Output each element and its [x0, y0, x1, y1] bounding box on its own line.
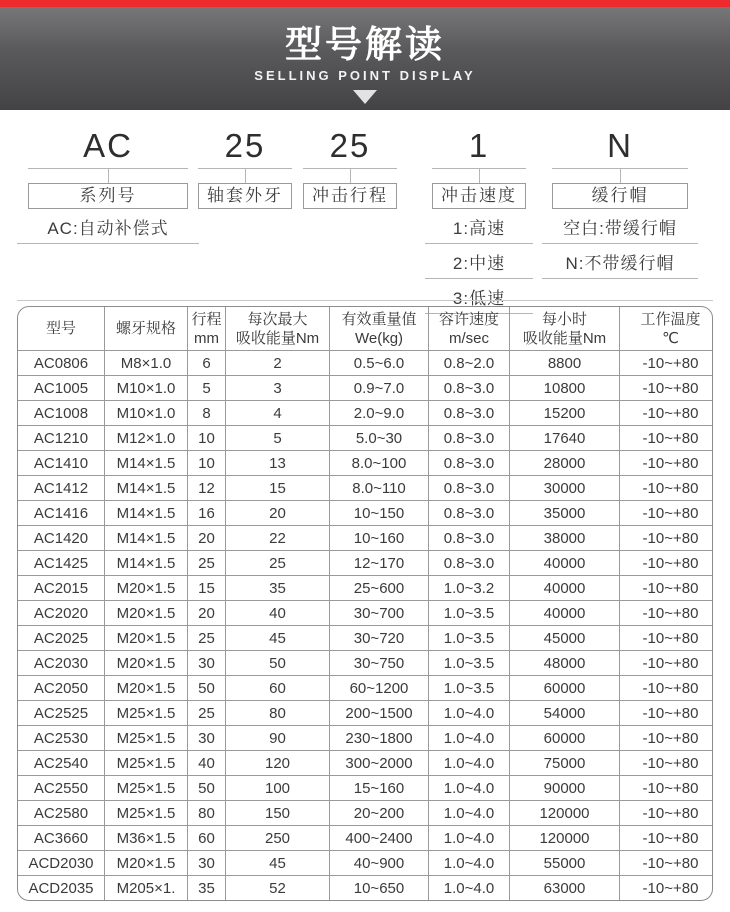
table-row	[18, 526, 714, 551]
table-cell: 60000	[510, 676, 620, 701]
table-cell: 200~1500	[330, 701, 429, 726]
table-cell: -10~+80	[620, 601, 714, 626]
col-header	[105, 307, 188, 351]
table-cell: 25~600	[330, 576, 429, 601]
chevron-down-icon	[353, 90, 377, 104]
diagram-column	[303, 126, 397, 209]
table-cell: 17640	[510, 426, 620, 451]
table-cell: 10	[188, 451, 226, 476]
table-cell: 1.0~4.0	[429, 776, 510, 801]
table-row	[18, 401, 714, 426]
table-cell: -10~+80	[620, 776, 714, 801]
table-cell: M36×1.5	[105, 826, 188, 851]
page-subtitle: SELLING POINT DISPLAY	[254, 68, 476, 83]
spec-table	[17, 306, 713, 901]
table-cell: 5	[188, 376, 226, 401]
table-top-divider	[17, 300, 713, 301]
col-header	[18, 307, 105, 351]
table-cell: AC2025	[18, 626, 105, 651]
table-cell: 10	[188, 426, 226, 451]
table-cell: 22	[226, 526, 330, 551]
table-cell: 1.0~4.0	[429, 851, 510, 876]
table-cell: AC1410	[18, 451, 105, 476]
table-cell: AC1420	[18, 526, 105, 551]
code-part-label: 轴套外牙	[198, 183, 292, 209]
model-code-diagram	[0, 110, 730, 308]
table-cell: 2.0~9.0	[330, 401, 429, 426]
table-cell: 8.0~110	[330, 476, 429, 501]
table-cell: M25×1.5	[105, 751, 188, 776]
table-cell: 20~200	[330, 801, 429, 826]
table-cell: 5.0~30	[330, 426, 429, 451]
table-row	[18, 601, 714, 626]
table-row	[18, 501, 714, 526]
table-cell: M20×1.5	[105, 601, 188, 626]
table-cell: 0.8~3.0	[429, 451, 510, 476]
table-cell: M20×1.5	[105, 576, 188, 601]
col-header	[429, 307, 510, 351]
table-cell: -10~+80	[620, 876, 714, 901]
table-cell: 4	[226, 401, 330, 426]
table-row	[18, 751, 714, 776]
col-header	[188, 307, 226, 351]
table-cell: 60000	[510, 726, 620, 751]
table-row	[18, 726, 714, 751]
table-cell: 48000	[510, 651, 620, 676]
table-cell: 40000	[510, 576, 620, 601]
table-cell: 54000	[510, 701, 620, 726]
table-row	[18, 876, 714, 901]
col-header-line1: 每次最大	[247, 310, 308, 328]
table-cell: 80	[188, 801, 226, 826]
col-header-line2: We(kg)	[354, 329, 404, 347]
table-cell: M25×1.5	[105, 701, 188, 726]
table-cell: -10~+80	[620, 376, 714, 401]
spec-table-wrap	[17, 306, 713, 901]
table-cell: AC2050	[18, 676, 105, 701]
table-row	[18, 776, 714, 801]
table-cell: 230~1800	[330, 726, 429, 751]
table-row	[18, 551, 714, 576]
table-cell: 30	[188, 726, 226, 751]
table-cell: 25	[188, 551, 226, 576]
model-code-part: AC	[83, 127, 133, 164]
table-cell: -10~+80	[620, 426, 714, 451]
table-cell: M20×1.5	[105, 626, 188, 651]
col-header-line1: 有效重量值	[341, 310, 417, 328]
table-cell: 1.0~3.5	[429, 626, 510, 651]
table-cell: 0.8~3.0	[429, 376, 510, 401]
table-cell: 250	[226, 826, 330, 851]
table-cell: 2	[226, 351, 330, 376]
table-cell: AC1210	[18, 426, 105, 451]
table-cell: -10~+80	[620, 701, 714, 726]
table-cell: ACD2035	[18, 876, 105, 901]
page-title: 型号解读	[285, 24, 445, 65]
table-cell: M20×1.5	[105, 676, 188, 701]
connector-line	[620, 169, 621, 183]
col-header-line2: ℃	[662, 329, 679, 347]
table-cell: AC2580	[18, 801, 105, 826]
table-cell: 15200	[510, 401, 620, 426]
table-cell: 75000	[510, 751, 620, 776]
table-cell: 30~750	[330, 651, 429, 676]
table-cell: -10~+80	[620, 351, 714, 376]
table-cell: 0.8~3.0	[429, 526, 510, 551]
table-cell: 8	[188, 401, 226, 426]
table-cell: 15	[188, 576, 226, 601]
table-cell: -10~+80	[620, 451, 714, 476]
diagram-column	[28, 126, 188, 244]
table-cell: 8800	[510, 351, 620, 376]
table-cell: M25×1.5	[105, 726, 188, 751]
col-header	[510, 307, 620, 351]
table-cell: 1.0~3.5	[429, 676, 510, 701]
table-cell: 40000	[510, 601, 620, 626]
table-cell: 15	[226, 476, 330, 501]
table-cell: M20×1.5	[105, 851, 188, 876]
table-cell: 63000	[510, 876, 620, 901]
table-cell: 1.0~3.5	[429, 601, 510, 626]
table-cell: -10~+80	[620, 501, 714, 526]
table-cell: -10~+80	[620, 401, 714, 426]
table-cell: 1.0~4.0	[429, 876, 510, 901]
table-cell: 16	[188, 501, 226, 526]
col-header-line1: 行程	[191, 310, 222, 328]
table-cell: 10~650	[330, 876, 429, 901]
col-header-line2: m/sec	[448, 329, 489, 347]
table-cell: M12×1.0	[105, 426, 188, 451]
table-cell: 20	[226, 501, 330, 526]
table-cell: -10~+80	[620, 851, 714, 876]
code-part-note: N:不带缓行帽	[542, 244, 697, 279]
table-row	[18, 451, 714, 476]
table-cell: 0.8~3.0	[429, 476, 510, 501]
table-cell: -10~+80	[620, 726, 714, 751]
table-row	[18, 676, 714, 701]
table-cell: 20	[188, 601, 226, 626]
col-header-line1: 容许速度	[438, 310, 499, 328]
table-row	[18, 426, 714, 451]
table-cell: 12~170	[330, 551, 429, 576]
table-cell: 38000	[510, 526, 620, 551]
table-cell: 0.8~3.0	[429, 401, 510, 426]
table-cell: AC2020	[18, 601, 105, 626]
table-cell: AC3660	[18, 826, 105, 851]
table-cell: -10~+80	[620, 751, 714, 776]
table-cell: AC0806	[18, 351, 105, 376]
table-cell: M25×1.5	[105, 776, 188, 801]
table-cell: 35000	[510, 501, 620, 526]
code-part-label: 系列号	[28, 183, 188, 209]
table-cell: M14×1.5	[105, 551, 188, 576]
table-cell: -10~+80	[620, 551, 714, 576]
header-banner	[0, 0, 730, 110]
table-cell: 10~150	[330, 501, 429, 526]
table-cell: 10~160	[330, 526, 429, 551]
code-part-label: 冲击行程	[303, 183, 397, 209]
table-cell: AC1425	[18, 551, 105, 576]
table-cell: 0.8~3.0	[429, 501, 510, 526]
connector-line	[108, 169, 109, 183]
table-cell: 25	[188, 701, 226, 726]
table-row	[18, 351, 714, 376]
table-cell: -10~+80	[620, 476, 714, 501]
table-row	[18, 626, 714, 651]
col-header-line2: 吸收能量Nm	[235, 329, 320, 347]
table-cell: M25×1.5	[105, 801, 188, 826]
table-cell: 50	[188, 676, 226, 701]
col-header-line1: 工作温度	[640, 310, 701, 328]
code-part-label: 缓行帽	[552, 183, 688, 209]
table-cell: 30~720	[330, 626, 429, 651]
table-cell: 80	[226, 701, 330, 726]
table-cell: 400~2400	[330, 826, 429, 851]
table-cell: AC2525	[18, 701, 105, 726]
table-cell: -10~+80	[620, 576, 714, 601]
table-cell: M8×1.0	[105, 351, 188, 376]
table-row	[18, 651, 714, 676]
model-code-part: 1	[468, 127, 490, 164]
connector-line	[350, 169, 351, 183]
table-cell: -10~+80	[620, 626, 714, 651]
table-cell: 15~160	[330, 776, 429, 801]
col-header-line1: 型号	[45, 320, 76, 337]
table-cell: 45	[226, 851, 330, 876]
table-cell: 60	[226, 676, 330, 701]
table-cell: 90000	[510, 776, 620, 801]
table-cell: 1.0~4.0	[429, 751, 510, 776]
table-cell: 1.0~4.0	[429, 701, 510, 726]
table-cell: 13	[226, 451, 330, 476]
table-cell: 1.0~4.0	[429, 826, 510, 851]
table-cell: AC2015	[18, 576, 105, 601]
table-cell: 60	[188, 826, 226, 851]
table-cell: AC2540	[18, 751, 105, 776]
code-part-note: 1:高速	[425, 209, 532, 244]
table-cell: -10~+80	[620, 801, 714, 826]
diagram-column	[552, 126, 688, 279]
table-cell: AC1008	[18, 401, 105, 426]
diagram-column	[432, 126, 526, 314]
connector-line	[245, 169, 246, 183]
model-code-part: N	[607, 127, 633, 164]
code-part-label: 冲击速度	[432, 183, 526, 209]
table-cell: 52	[226, 876, 330, 901]
col-header-line1: 每小时	[541, 310, 587, 328]
col-header-line1: 螺牙规格	[115, 320, 176, 337]
table-header-row	[18, 307, 714, 351]
table-cell: 100	[226, 776, 330, 801]
connector-line	[479, 169, 480, 183]
table-cell: 12	[188, 476, 226, 501]
table-header	[18, 307, 714, 351]
model-code-part: 25	[224, 127, 266, 164]
table-cell: 45000	[510, 626, 620, 651]
table-cell: 25	[188, 626, 226, 651]
table-cell: 30000	[510, 476, 620, 501]
table-cell: AC1005	[18, 376, 105, 401]
table-cell: AC1412	[18, 476, 105, 501]
table-cell: 28000	[510, 451, 620, 476]
table-row	[18, 576, 714, 601]
table-row	[18, 801, 714, 826]
table-cell: 45	[226, 626, 330, 651]
code-part-note: 空白:带缓行帽	[542, 209, 697, 244]
table-cell: 30~700	[330, 601, 429, 626]
table-cell: M10×1.0	[105, 401, 188, 426]
code-part-note: 2:中速	[425, 244, 532, 279]
table-cell: 1.0~3.2	[429, 576, 510, 601]
col-header-line2: mm	[194, 329, 219, 347]
col-header	[620, 307, 714, 351]
table-cell: 0.8~3.0	[429, 426, 510, 451]
table-cell: M14×1.5	[105, 476, 188, 501]
table-cell: 1.0~4.0	[429, 801, 510, 826]
table-cell: 1.0~4.0	[429, 726, 510, 751]
table-cell: 0.8~3.0	[429, 551, 510, 576]
table-cell: 55000	[510, 851, 620, 876]
table-row	[18, 701, 714, 726]
table-cell: M14×1.5	[105, 501, 188, 526]
code-part-note: AC:自动补偿式	[17, 209, 199, 244]
table-cell: -10~+80	[620, 526, 714, 551]
table-body	[18, 351, 714, 901]
table-cell: -10~+80	[620, 651, 714, 676]
table-row	[18, 826, 714, 851]
col-header-line2: 吸收能量Nm	[522, 329, 607, 347]
table-cell: 35	[226, 576, 330, 601]
table-cell: ACD2030	[18, 851, 105, 876]
table-cell: 0.5~6.0	[330, 351, 429, 376]
table-cell: 60~1200	[330, 676, 429, 701]
table-cell: M10×1.0	[105, 376, 188, 401]
table-cell: 8.0~100	[330, 451, 429, 476]
col-header	[226, 307, 330, 351]
table-cell: 40	[188, 751, 226, 776]
table-cell: M20×1.5	[105, 651, 188, 676]
table-cell: 10800	[510, 376, 620, 401]
table-cell: -10~+80	[620, 676, 714, 701]
table-cell: 90	[226, 726, 330, 751]
table-cell: -10~+80	[620, 826, 714, 851]
table-cell: 50	[226, 651, 330, 676]
table-row	[18, 851, 714, 876]
table-cell: 150	[226, 801, 330, 826]
spec-table-area	[17, 300, 713, 901]
table-cell: 40	[226, 601, 330, 626]
accent-strip	[0, 0, 730, 7]
table-cell: 0.9~7.0	[330, 376, 429, 401]
table-cell: AC2030	[18, 651, 105, 676]
table-cell: 50	[188, 776, 226, 801]
table-cell: AC1416	[18, 501, 105, 526]
table-cell: 40000	[510, 551, 620, 576]
model-code-part: 25	[329, 127, 371, 164]
col-header	[330, 307, 429, 351]
table-cell: 120	[226, 751, 330, 776]
table-cell: 0.8~2.0	[429, 351, 510, 376]
table-cell: 30	[188, 651, 226, 676]
table-cell: 1.0~3.5	[429, 651, 510, 676]
table-cell: AC2530	[18, 726, 105, 751]
table-cell: 20	[188, 526, 226, 551]
table-cell: 5	[226, 426, 330, 451]
table-cell: M14×1.5	[105, 526, 188, 551]
table-cell: 35	[188, 876, 226, 901]
table-cell: 300~2000	[330, 751, 429, 776]
table-cell: M14×1.5	[105, 451, 188, 476]
table-cell: 6	[188, 351, 226, 376]
table-cell: 3	[226, 376, 330, 401]
table-row	[18, 376, 714, 401]
table-cell: 25	[226, 551, 330, 576]
table-cell: 30	[188, 851, 226, 876]
table-row	[18, 476, 714, 501]
diagram-column	[198, 126, 292, 209]
table-cell: 120000	[510, 826, 620, 851]
table-cell: 120000	[510, 801, 620, 826]
code-part-note: 3:低速	[425, 279, 532, 314]
table-cell: 40~900	[330, 851, 429, 876]
table-cell: M205×1.	[105, 876, 188, 901]
table-cell: AC2550	[18, 776, 105, 801]
